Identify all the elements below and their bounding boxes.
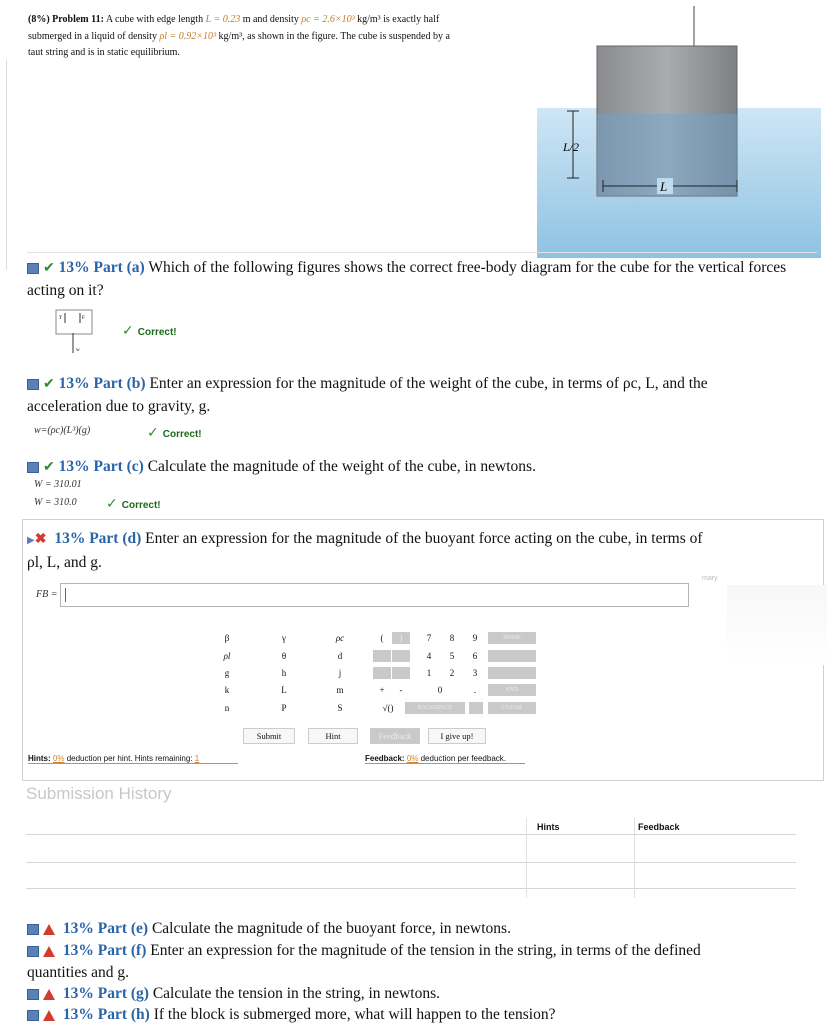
part-c-percent: 13% Part (c) (58, 458, 144, 475)
key-left-arrow[interactable] (488, 650, 536, 662)
expand-icon[interactable] (27, 946, 39, 957)
key-4[interactable]: 4 (426, 651, 432, 661)
checkmark-icon: ✔ (43, 261, 55, 276)
submit-button[interactable]: Submit (243, 728, 295, 744)
part-f-question: quantities and g. (27, 964, 130, 981)
part-f-percent: 13% Part (f) (62, 942, 147, 959)
key-minus[interactable]: - (399, 685, 403, 695)
answer-input-label: FB = (36, 589, 58, 600)
free-body-diagram-thumbnail (55, 309, 95, 357)
cube-density-value: ρc = 2.6×10³ (301, 14, 355, 25)
part-a-question: Which of the following figures shows the correct free-body diagram for the cube for the vertical forces acting on it? (27, 259, 787, 299)
part-d-question: ρl, L, and g. (27, 554, 102, 571)
divider (27, 252, 817, 253)
part-c-answer-2: W = 310.0 (34, 497, 77, 508)
expand-icon[interactable] (27, 379, 39, 390)
key-2[interactable]: 2 (449, 668, 455, 678)
submission-history-title: Submission History (26, 784, 172, 803)
part-g-percent: 13% Part (g) (62, 985, 149, 1002)
key-m[interactable]: m (336, 685, 344, 695)
part-g-question: Calculate the tension in the string, in newtons. (152, 985, 440, 1002)
checkmark-icon: ✓ (122, 322, 134, 338)
key-d[interactable]: d (337, 651, 343, 661)
checkmark-icon: ✔ (43, 377, 55, 392)
warning-icon (43, 946, 55, 957)
key-g[interactable]: g (224, 668, 230, 678)
key-rho-l[interactable]: ρl (223, 651, 231, 661)
part-d-header[interactable] (27, 528, 807, 574)
key-8[interactable]: 8 (449, 633, 455, 643)
feedback-info: Feedback: 0% deduction per feedback. (365, 754, 525, 764)
key-power[interactable] (373, 650, 391, 662)
key-plus[interactable]: + (379, 685, 385, 695)
expand-icon[interactable] (27, 924, 39, 935)
half-length-label: L/2 (563, 140, 580, 154)
key-5[interactable]: 5 (449, 651, 455, 661)
key-backspace[interactable]: BACKSPACE (405, 702, 465, 714)
expand-icon[interactable] (27, 1010, 39, 1021)
part-f-header[interactable] (27, 940, 807, 984)
summary-label: mary (702, 575, 718, 582)
key-h[interactable]: h (281, 668, 287, 678)
column-hints: Hints (537, 822, 560, 832)
key-clear[interactable]: CLEAR (488, 702, 536, 714)
liquid-density-value: ρl = 0.92×10³ (159, 30, 217, 42)
part-c-question: Calculate the magnitude of the weight of the cube, in newtons. (147, 458, 536, 475)
text-cursor (65, 588, 66, 602)
problem-statement (28, 12, 548, 62)
part-d-question: Enter an expression for the magnitude of the buoyant force acting on the cube, in terms of (145, 530, 703, 547)
expand-icon[interactable] (27, 263, 39, 274)
key-open-paren[interactable]: ( (380, 633, 384, 643)
side-panel (727, 585, 827, 665)
part-h-question: If the block is submerged more, what will happen to the tension? (153, 1006, 556, 1023)
key-n[interactable]: n (224, 703, 230, 713)
checkmark-icon: ✔ (43, 460, 55, 475)
key-rho-c[interactable]: ρc (335, 633, 345, 643)
key-6[interactable]: 6 (472, 651, 478, 661)
part-a-status: ✓ Correct! (122, 322, 177, 338)
part-e-question: Calculate the magnitude of the buoyant force, in newtons. (151, 920, 511, 937)
key-sqrt[interactable]: √() (382, 703, 394, 713)
part-f-question: Enter an expression for the magnitude of the tension in the string, in terms of the defined (150, 942, 701, 959)
key-divide[interactable] (373, 667, 391, 679)
part-e-percent: 13% Part (e) (62, 920, 149, 937)
key-3[interactable]: 3 (472, 668, 478, 678)
part-b-header[interactable] (27, 373, 807, 418)
expand-icon[interactable] (27, 462, 39, 473)
give-up-button[interactable]: I give up! (428, 728, 486, 744)
part-b-percent: 13% Part (b) (58, 375, 146, 392)
part-h-percent: 13% Part (h) (62, 1006, 150, 1023)
expand-icon[interactable] (27, 989, 39, 1000)
problem-text: submerged in a liquid of density (28, 30, 157, 42)
cross-icon: ✖ (34, 532, 47, 547)
left-gutter (0, 60, 7, 270)
key-S[interactable]: S (337, 703, 343, 713)
hint-button[interactable]: Hint (308, 728, 358, 744)
part-g-header[interactable] (27, 983, 807, 1005)
key-theta[interactable]: θ (281, 651, 287, 661)
part-b-question: Enter an expression for the magnitude of the weight of the cube, in terms of ρc, L, and the (149, 375, 708, 392)
key-9[interactable]: 9 (472, 633, 478, 643)
checkmark-icon: ✓ (106, 495, 118, 511)
hints-info: Hints: 0% deduction per hint. Hints remaining: 1 (28, 754, 238, 764)
problem-text: m and density (242, 14, 299, 25)
feedback-button[interactable]: Feedback (370, 728, 420, 744)
part-b-status: ✓ Correct! (147, 424, 202, 440)
key-1[interactable]: 1 (426, 668, 432, 678)
key-P[interactable]: P (281, 703, 287, 713)
svg-text:w: w (76, 348, 80, 353)
key-multiply[interactable] (392, 667, 410, 679)
keypad (218, 626, 543, 720)
key-L[interactable]: L (281, 685, 287, 695)
expand-arrow-icon[interactable]: ▶ (27, 535, 35, 546)
part-c-header[interactable] (27, 456, 807, 479)
key-decimal[interactable]: . (473, 685, 477, 695)
submission-history-table (26, 808, 796, 908)
problem-text: kg/m³, as shown in the figure. The cube is suspended by a (218, 30, 450, 42)
svg-text:T: T (59, 316, 63, 321)
key-home[interactable]: HOME (488, 632, 536, 644)
part-a-header[interactable] (27, 257, 807, 302)
key-end[interactable]: END (488, 684, 536, 696)
part-c-status: ✓ Correct! (106, 495, 161, 511)
key-del[interactable] (469, 702, 483, 714)
part-e-header[interactable] (27, 918, 807, 940)
key-close-paren[interactable]: ) (392, 632, 410, 644)
key-0[interactable]: 0 (437, 685, 443, 695)
problem-text: A cube with edge length (105, 14, 204, 25)
problem-text: taut string and is in static equilibrium. (28, 47, 180, 58)
problem-text: kg/m³ is exactly half (357, 14, 440, 25)
edge-length-value: L = 0.23 (205, 14, 241, 25)
checkmark-icon: ✓ (147, 424, 159, 440)
part-h-header[interactable] (27, 1004, 807, 1026)
part-d-percent: 13% Part (d) (54, 530, 142, 547)
warning-icon (43, 924, 55, 935)
key-beta[interactable]: β (224, 633, 230, 643)
warning-icon (43, 1010, 55, 1021)
part-c-answer-1: W = 310.01 (34, 479, 82, 490)
key-j[interactable]: j (338, 668, 342, 678)
key-7[interactable]: 7 (426, 633, 432, 643)
part-b-answer: w=(ρc)(L³)(g) (34, 425, 91, 436)
answer-input[interactable] (60, 583, 689, 607)
warning-icon (43, 989, 55, 1000)
column-feedback: Feedback (638, 822, 680, 832)
key-power-2[interactable] (392, 650, 410, 662)
key-gamma[interactable]: γ (282, 633, 286, 643)
key-k[interactable]: k (224, 685, 230, 695)
cube-figure (537, 6, 821, 258)
problem-label: (8%) Problem 11: (28, 14, 104, 25)
length-label: L (660, 179, 668, 194)
key-right-arrow[interactable] (488, 667, 536, 679)
part-a-percent: 13% Part (a) (58, 259, 145, 276)
part-b-question: acceleration due to gravity, g. (27, 398, 211, 415)
svg-text:F: F (82, 316, 85, 321)
